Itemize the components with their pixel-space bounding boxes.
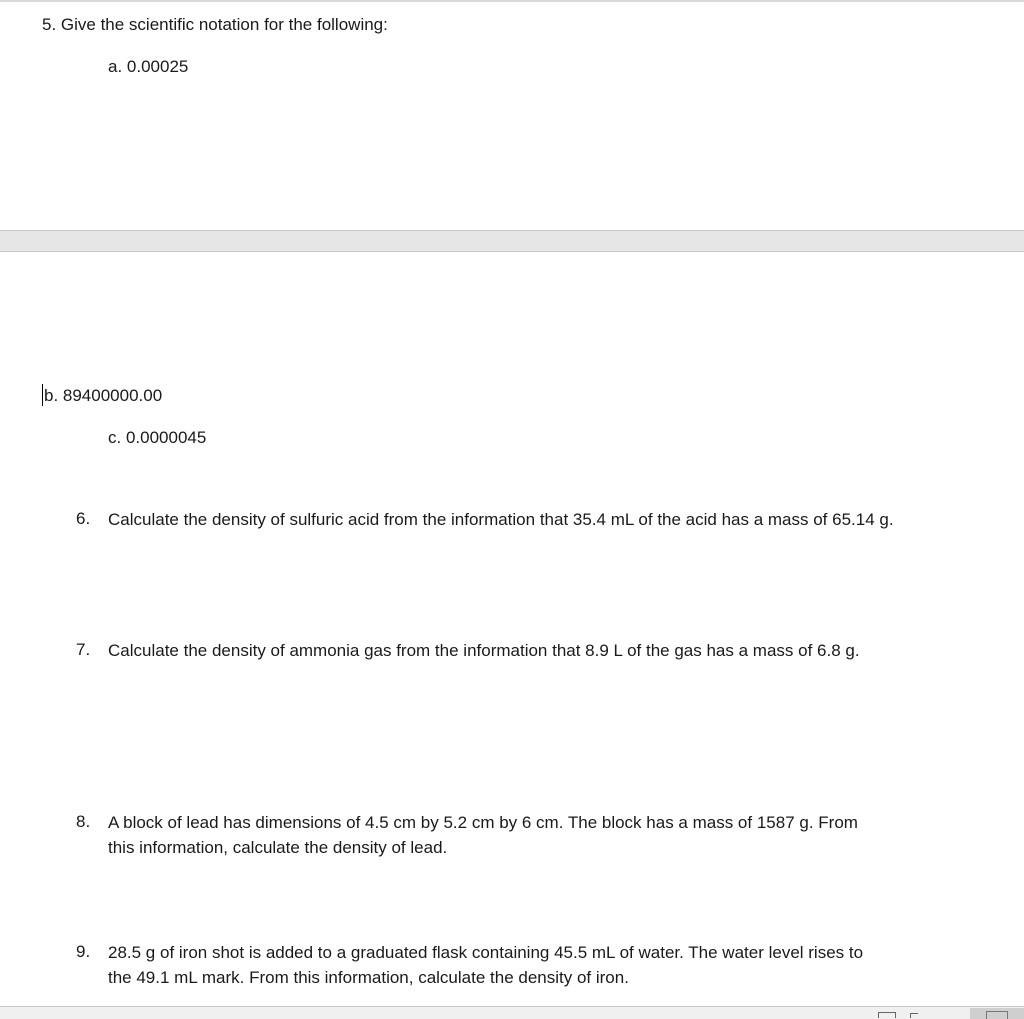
print-layout-icon[interactable] xyxy=(910,1013,918,1018)
question-7-number: 7. xyxy=(76,640,91,659)
question-9-text: 28.5 g of iron shot is added to a graduated flask containing 45.5 mL of water. The water level rises to the 49.1 mL mark. From this information, calculate the density of iron. xyxy=(108,943,864,987)
page-break-gap xyxy=(0,230,1024,252)
question-8-number: 8. xyxy=(76,812,91,831)
question-7-text: Calculate the density of ammonia gas from the information that 8.9 L of the gas has a mass of 6.8 g. xyxy=(108,641,860,660)
page-top-edge xyxy=(0,0,1024,2)
status-bar xyxy=(0,1006,1024,1019)
question-9-number: 9. xyxy=(76,942,91,961)
question-8-text: A block of lead has dimensions of 4.5 cm by 5.2 cm by 6 cm. The block has a mass of 1587 g. From this information, calculate the density of lead. xyxy=(108,813,858,857)
question-6-text: Calculate the density of sulfuric acid from the information that 35.4 mL of the acid has a mass of 65.14 g. xyxy=(108,510,894,529)
read-mode-icon[interactable] xyxy=(878,1012,896,1018)
question-6-number: 6. xyxy=(76,509,91,528)
question-5-heading: 5. Give the scientific notation for the following: xyxy=(42,15,388,34)
question-5c: c. 0.0000045 xyxy=(108,428,207,447)
web-layout-icon[interactable] xyxy=(970,1008,1024,1019)
question-5a: a. 0.00025 xyxy=(108,57,189,76)
text-cursor xyxy=(42,384,43,406)
question-5b: b. 89400000.00 xyxy=(44,386,163,405)
